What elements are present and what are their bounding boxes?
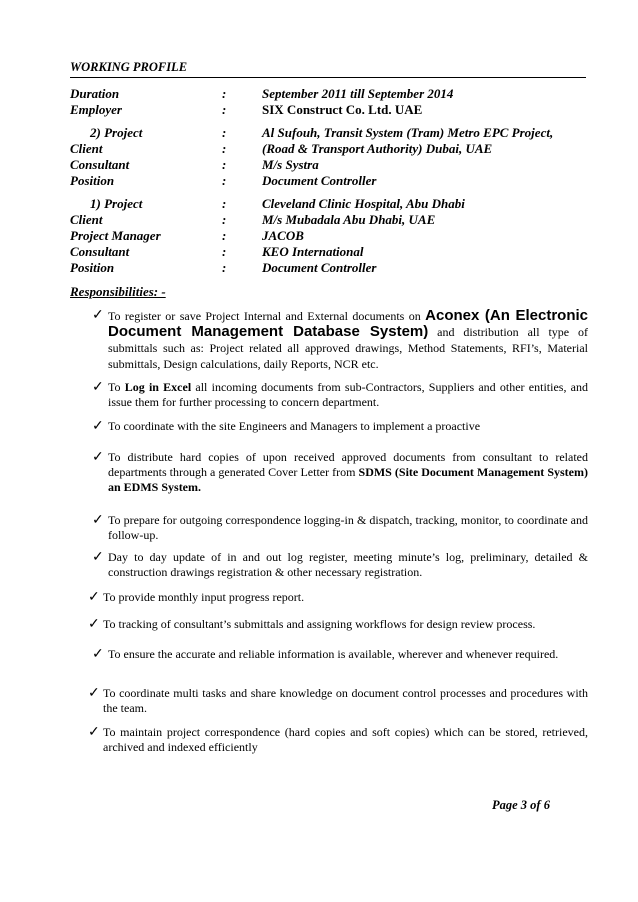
page-number: Page 3 of 6 [492,798,550,812]
resp-text: Day to day update of in and out log register, meeting minute’s log, preliminary, detailed & construction drawings registration & other necessary registration. [108,550,588,579]
resp-bold: SDMS (Site Document Management System) an EDMS System. [108,465,588,494]
responsibilities-title: Responsibilities: - [70,284,166,299]
colon: : [222,244,227,259]
colon: : [222,141,227,156]
resp-text: and distribution all type of submittals such as: Project related all approved drawings, Method Statements, RFI’s, Material submittals, Design calculations, daily Reports, NCR etc. [108,325,588,371]
duration-value: September 2011 till September 2014 [262,86,454,101]
colon: : [222,212,227,227]
project1-consultant-label: Consultant [70,244,130,259]
colon: : [222,228,227,243]
resp-text: To provide monthly input progress report. [103,590,305,604]
project2-client-label: Client [70,141,103,156]
resp-text: all incoming documents from sub-Contractors, Suppliers and other entities, and issue them for further processing to concern department. [108,380,588,409]
project1-client-value: M/s Mubadala Abu Dhabi, UAE [262,212,436,227]
project1-consultant-value: KEO International [262,244,364,259]
checkmark-icon: ✓ [92,513,104,528]
project2-value: Al Sufouh, Transit System (Tram) Metro EPC Project, [262,125,554,140]
project1-label: 1) Project [90,196,143,211]
checkmark-icon: ✓ [88,617,100,632]
resp-text: To maintain project correspondence (hard copies and soft copies) which can be stored, retrieved, archived and indexed efficiently [103,725,588,754]
checkmark-icon: ✓ [92,419,104,434]
project2-consultant-value: M/s Systra [262,157,319,172]
resp-bold: Log in Excel [124,380,192,394]
employer-colon: : [222,102,227,117]
project1-position-label: Position [70,260,115,275]
resp-text: To tracking of consultant’s submittals and assigning workflows for design review process. [103,617,536,631]
duration-label: Duration [70,86,120,101]
resp-text: To register or save Project Internal and External documents on [108,309,426,323]
duration-colon: : [222,86,227,101]
resp-text: To [108,380,125,394]
colon: : [222,173,227,188]
colon: : [222,125,227,140]
project1-manager-value: JACOB [262,228,304,243]
checkmark-icon: ✓ [92,308,104,323]
resp-text: To distribute hard copies of upon received approved documents from consultant to related departments through a generated Cover Letter from [108,450,588,479]
resp-text: To prepare for outgoing correspondence logging-in & dispatch, tracking, monitor, to coordinate and follow-up. [108,513,588,542]
project2-consultant-label: Consultant [70,157,130,172]
resp-text: To coordinate multi tasks and share knowledge on document control processes and procedures with the team. [103,686,588,715]
colon: : [222,260,227,275]
checkmark-icon: ✓ [92,450,104,465]
project2-label: 2) Project [90,125,143,140]
colon: : [222,196,227,211]
resp-text: To ensure the accurate and reliable information is available, wherever and whenever required. [108,647,559,661]
project1-client-label: Client [70,212,103,227]
checkmark-icon: ✓ [88,686,100,701]
section-title: WORKING PROFILE [70,60,586,78]
checkmark-icon: ✓ [88,725,100,740]
checkmark-icon: ✓ [88,590,100,605]
checkmark-icon: ✓ [92,380,104,395]
employer-value: SIX Construct Co. Ltd. UAE [262,102,423,117]
project2-position-label: Position [70,173,115,188]
resp-bold: Aconex (An Electronic Document Management Database System) [108,307,588,340]
checkmark-icon: ✓ [92,550,104,565]
project1-manager-label: Project Manager [70,228,161,243]
project2-client-value: (Road & Transport Authority) Dubai, UAE [262,141,493,156]
checkmark-icon: ✓ [92,647,104,662]
project1-position-value: Document Controller [262,260,377,275]
project1-value: Cleveland Clinic Hospital, Abu Dhabi [262,196,465,211]
project2-position-value: Document Controller [262,173,377,188]
employer-label: Employer [70,102,122,117]
resp-text: To coordinate with the site Engineers and Managers to implement a proactive [108,419,481,433]
colon: : [222,157,227,172]
